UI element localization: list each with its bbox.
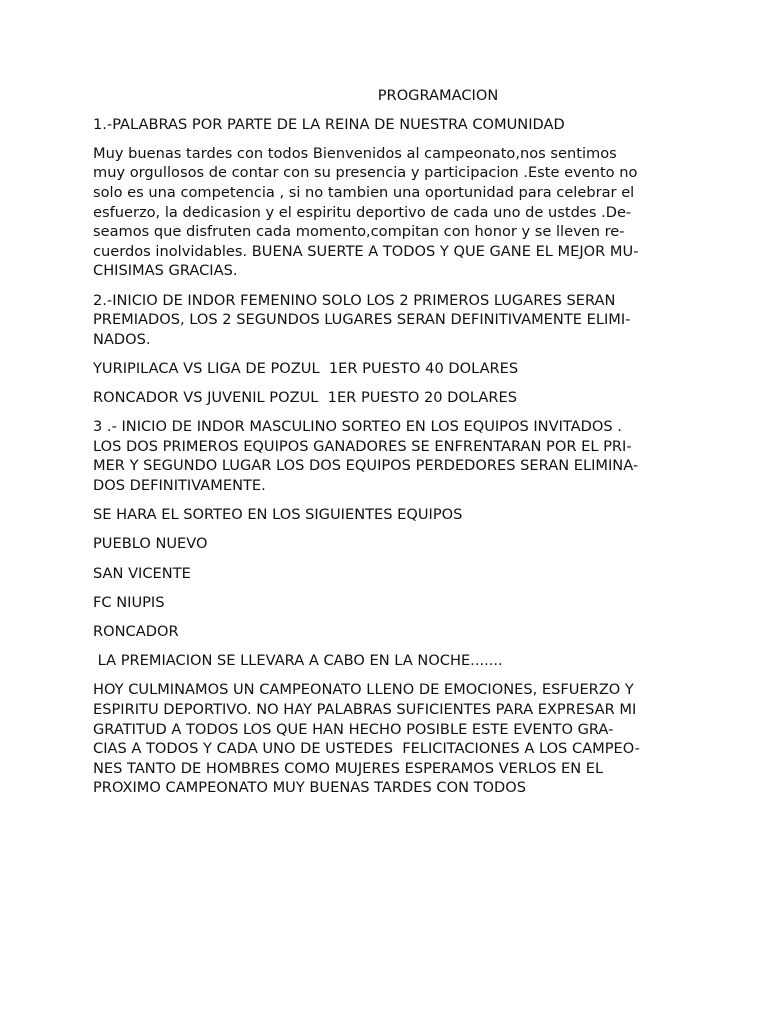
paragraph-list: [93, 115, 683, 798]
paragraph: [93, 593, 683, 613]
text-line: SAN VICENTE: [93, 564, 191, 582]
text-line: PROXIMO CAMPEONATO MUY BUENAS TARDES CON TODOS: [93, 779, 527, 797]
text-line: 2.-INICIO DE INDOR FEMENINO SOLO LOS 2 PRIMEROS LUGARES SERAN: [93, 291, 616, 309]
paragraph: [93, 291, 683, 350]
document-body: [93, 86, 683, 808]
text-line: seamos que disfruten cada momento,compitan con honor y se lleven re-: [93, 223, 625, 241]
text-line: YURIPILACA VS LIGA DE POZUL 1ER PUESTO 40 DOLARES: [93, 359, 519, 377]
text-line: HOY CULMINAMOS UN CAMPEONATO LLENO DE EMOCIONES, ESFUERZO Y: [93, 681, 634, 699]
paragraph: [93, 388, 683, 408]
text-line: NADOS.: [93, 330, 151, 348]
text-line: LA PREMIACION SE LLEVARA A CABO EN LA NOCHE.......: [93, 652, 503, 670]
paragraph: [93, 534, 683, 554]
text-line: Muy buenas tardes con todos Bienvenidos al campeonato,nos sentimos: [93, 144, 617, 162]
paragraph: [93, 144, 683, 281]
paragraph: [93, 359, 683, 379]
text-line: ESPIRITU DEPORTIVO. NO HAY PALABRAS SUFICIENTES PARA EXPRESAR MI: [93, 700, 637, 718]
text-line: LOS DOS PRIMEROS EQUIPOS GANADORES SE ENFRENTARAN POR EL PRI-: [93, 437, 632, 455]
text-line: PREMIADOS, LOS 2 SEGUNDOS LUGARES SERAN DEFINITIVAMENTE ELIMI-: [93, 311, 631, 329]
paragraph: [93, 417, 683, 495]
text-line: 3 .- INICIO DE INDOR MASCULINO SORTEO EN LOS EQUIPOS INVITADOS .: [93, 418, 622, 436]
text-line: 1.-PALABRAS POR PARTE DE LA REINA DE NUESTRA COMUNIDAD: [93, 115, 565, 133]
text-line: DOS DEFINITIVAMENTE.: [93, 477, 266, 495]
paragraph: [93, 680, 683, 798]
text-line: CHISIMAS GRACIAS.: [93, 262, 238, 280]
paragraph: [93, 115, 683, 135]
paragraph: [93, 564, 683, 584]
document-title: PROGRAMACION: [377, 87, 499, 104]
paragraph: [93, 651, 683, 671]
paragraph: [93, 505, 683, 525]
text-line: MER Y SEGUNDO LUGAR LOS DOS EQUIPOS PERDEDORES SERAN ELIMINA-: [93, 457, 639, 475]
text-line: PUEBLO NUEVO: [93, 535, 208, 553]
paragraph: [93, 622, 683, 642]
text-line: CIAS A TODOS Y CADA UNO DE USTEDES FELICITACIONES A LOS CAMPEO-: [93, 740, 640, 758]
text-line: cuerdos inolvidables. BUENA SUERTE A TODOS Y QUE GANE EL MEJOR MU-: [93, 242, 639, 260]
text-line: GRATITUD A TODOS LOS QUE HAN HECHO POSIBLE ESTE EVENTO GRA-: [93, 720, 614, 738]
text-line: NES TANTO DE HOMBRES COMO MUJERES ESPERAMOS VERLOS EN EL: [93, 759, 604, 777]
text-line: esfuerzo, la dedicasion y el espiritu deportivo de cada uno de ustdes .De-: [93, 203, 632, 221]
text-line: muy orgullosos de contar con su presencia y participacion .Este evento no: [93, 164, 638, 182]
text-line: RONCADOR VS JUVENIL POZUL 1ER PUESTO 20 DOLARES: [93, 389, 517, 407]
text-line: solo es una competencia , si no tambien una oportunidad para celebrar el: [93, 183, 635, 201]
text-line: RONCADOR: [93, 623, 179, 640]
text-line: SE HARA EL SORTEO EN LOS SIGUIENTES EQUIPOS: [93, 506, 463, 524]
text-line: FC NIUPIS: [93, 593, 165, 611]
